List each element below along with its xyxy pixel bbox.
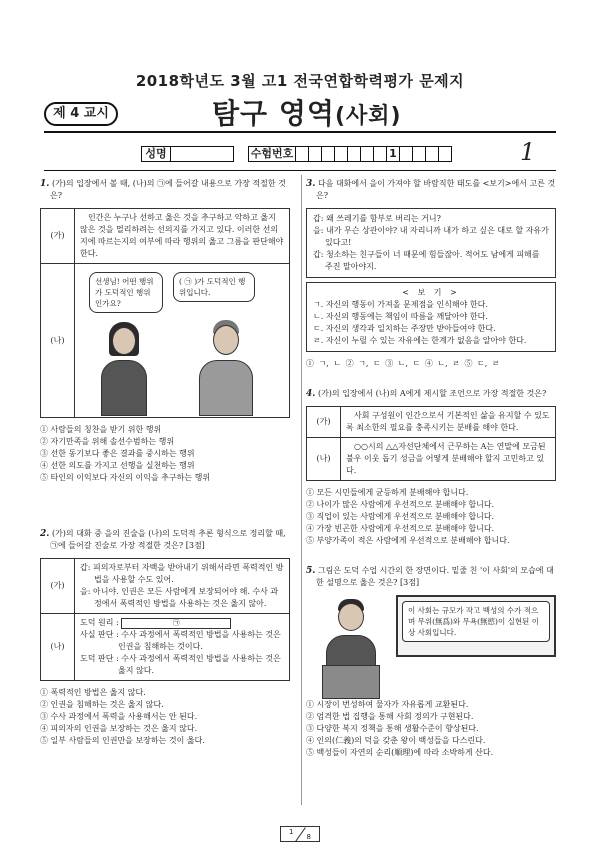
dialog-line: 을: 내가 무슨 상관이야? 내 자리니까 내가 하고 싶은 대로 할 자유가 있다고! [313,226,549,247]
question-number: 2. [40,529,50,539]
choice[interactable]: ⑤ 백성들이 자연의 순리(順理)에 따라 소박하게 산다. [306,748,494,757]
q4-na-text: ○○시의 △△자선단체에서 근무하는 A는 연말에 모금된 불우 이웃 돕기 성금을 어떻게 분배해야 할지 고민하고 있다. [341,438,556,481]
subject-main: 탐구 영역 [212,97,335,130]
exam-number-box[interactable] [308,146,322,162]
student-speech-bubble: 선생님! 어떤 행위가 도덕적인 행위인가요? [89,272,163,313]
label-ga: (가) [41,209,75,264]
choice[interactable]: ② 엄격한 법 집행을 통해 사회 정의가 구현된다. [306,712,474,721]
q1-illustration [75,264,290,418]
exam-number-box[interactable] [438,146,452,162]
q4-choices [306,487,556,547]
choice[interactable]: ② 자기만족을 위해 솔선수범하는 행위 [40,437,175,446]
choice[interactable]: ⑤ 부양가족이 적은 사람에게 우선적으로 분배해야 합니다. [306,536,510,545]
blank-box: ㉠ [121,618,231,629]
right-column [306,178,556,767]
bogi-box [306,282,556,352]
choice[interactable]: ⑤ 일부 사람들의 인권만을 보장하는 것이 옳다. [40,736,205,745]
question-number: 4. [306,389,316,399]
question-text: (가)의 입장에서 볼 때, (나)의 ㉠에 들어갈 내용으로 가장 적절한 것은? [50,179,286,200]
exam-number-box[interactable] [360,146,374,162]
teacher-figure [193,320,257,416]
label-na: (나) [307,438,341,481]
choice[interactable]: ① 시장이 번성하여 물자가 자유롭게 교환된다. [306,700,469,709]
bogi-item: ㄴ. 자신의 행동에는 책임이 따름을 깨달아야 한다. [313,312,488,321]
choice[interactable]: ① 사람들의 칭찬을 받기 위한 행위 [40,425,162,434]
footer-total: 8 [306,833,311,841]
moral-principle-label: 도덕 원리 : [80,618,119,627]
choice[interactable]: ④ 피의자의 인권을 보장하는 것은 옳지 않다. [40,724,198,733]
teacher-speech-bubble: 이 사회는 규모가 작고 백성의 수가 적으며 무위(無爲)와 무욕(無慾)이 실현된 이상 사회입니다. [402,601,550,642]
bogi-item: ㄱ. 자신의 행동이 가져올 문제점을 인식해야 한다. [313,300,488,309]
choice[interactable]: ② 나이가 많은 사람에게 우선적으로 분배해야 합니다. [306,500,495,509]
label-na: (나) [41,264,75,418]
question-4 [306,388,556,547]
subject-sub: (사회) [334,104,402,129]
choice[interactable]: ① 모든 시민들에게 균등하게 분배해야 합니다. [306,488,469,497]
choice[interactable]: ③ 다양한 복지 정책을 통해 생활수준이 향상된다. [306,724,479,733]
q3-dialog-box [306,208,556,278]
chalkboard [396,595,556,657]
label-ga: (가) [307,407,341,438]
exam-title: 2018학년도 3월 고1 전국연합학력평가 문제지 [135,72,465,90]
teacher-speech-bubble: ( ㉠ )가 도덕적인 행위입니다. [173,272,255,302]
question-text: (가)의 대화 중 을의 진술을 (나)의 도덕적 추론 형식으로 정리할 때, ㉠에 들어갈 진술로 가장 적절한 것은? [3점] [50,529,286,550]
dialog-line: 갑: 피의자로부터 자백을 받아내기 위해서라면 폭력적인 방법을 사용할 수도 있어. [80,563,284,584]
exam-number-label: 수험번호 [248,146,296,162]
q4-ga-text: 사회 구성원이 인간으로서 기본적인 삶을 유지할 수 있도록 최소한의 필요를 충족시키는 분배를 해야 한다. [341,407,556,438]
exam-number-box[interactable] [425,146,439,162]
exam-number-box[interactable] [334,146,348,162]
choice[interactable]: ④ 가장 빈곤한 사람에게 우선적으로 분배해야 합니다. [306,524,495,533]
q1-ga-text: 인간은 누구나 선하고 옳은 것을 추구하고 악하고 옳지 않은 것을 멀리하려는 선의지를 가지고 있다. 이러한 선의지에 따르는지의 여부에 따라 행위의 옳고 그름을 판단해야 한다. [75,209,290,264]
question-text: (가)의 입장에서 (나)의 A에게 제시할 조언으로 가장 적절한 것은? [317,389,547,398]
name-label: 성명 [141,146,171,162]
q5-choices [306,699,556,759]
exam-number-box[interactable] [399,146,413,162]
header-rule [44,131,556,133]
period-badge: 제 4 교시 [44,102,118,126]
bogi-title: < 보 기 > [402,288,460,297]
question-2 [40,528,290,747]
question-1 [40,178,290,484]
column-divider [301,175,302,805]
student-figure [93,322,153,416]
footer-page: 1 [289,828,294,836]
exam-number-digit: 1 [386,146,400,162]
fact-judgment: 사실 판단 : 수사 과정에서 폭력적인 방법을 사용하는 것은 인권을 침해하는 것이다. [80,630,281,651]
label-na: (나) [41,614,75,681]
choice[interactable]: ③ 선한 동기보다 좋은 결과를 중시하는 행위 [40,449,195,458]
dialog-line: 갑: 왜 쓰레기를 함부로 버리는 거니? [313,214,441,223]
bogi-item: ㄷ. 자신의 생각과 일치하는 주장만 받아들여야 한다. [313,324,496,333]
choice[interactable]: ② 인권을 침해하는 것은 옳지 않다. [40,700,164,709]
dialog-line: 갑: 청소하는 친구들이 너 때문에 힘들잖아. 적어도 남에게 피해를 주진 말아야지. [313,250,540,271]
page-number: 1 [520,138,536,166]
choice[interactable]: ① 폭력적인 방법은 옳지 않다. [40,688,146,697]
moral-judgment: 도덕 판단 : 수사 과정에서 폭력적인 방법을 사용하는 것은 옳지 않다. [80,654,281,675]
question-text: 그림은 도덕 수업 시간의 한 장면이다. 밑줄 친 '이 사회'의 모습에 대한 설명으로 옳은 것은? [3점] [316,566,554,587]
dialog-line: 을: 아니야. 인권은 모든 사람에게 보장되어야 해. 수사 과정에서 폭력적인 방법을 사용하는 것은 옳지 않아. [80,587,279,608]
label-ga: (가) [41,559,75,614]
podium [322,665,380,699]
left-column [40,178,290,755]
choice[interactable]: ④ 선한 의도를 가지고 선행을 실천하는 행위 [40,461,195,470]
q1-passage-table [40,208,290,418]
choice[interactable]: ④ 인의(仁義)의 덕을 갖춘 왕이 백성들을 다스린다. [306,736,486,745]
choice[interactable]: ③ 수사 과정에서 폭력을 사용해서는 안 된다. [40,712,198,721]
name-field[interactable] [170,146,234,162]
name-and-exam-number-row [142,146,452,162]
exam-number-box[interactable] [373,146,387,162]
q5-illustration [306,595,556,699]
question-text: 다음 대화에서 을이 가져야 할 바람직한 태도를 <보기>에서 고른 것은? [316,179,556,200]
exam-number-box[interactable] [347,146,361,162]
exam-number-box[interactable] [321,146,335,162]
page-footer [280,826,320,842]
question-number: 5. [306,566,316,576]
question-5 [306,565,556,759]
exam-number-box[interactable] [295,146,309,162]
q2-choices [40,687,290,747]
subject-title [212,92,402,132]
q1-choices [40,424,290,484]
exam-number-box[interactable] [412,146,426,162]
q3-choices[interactable]: ① ㄱ, ㄴ ② ㄱ, ㄷ ③ ㄴ, ㄷ ④ ㄴ, ㄹ ⑤ ㄷ, ㄹ [306,359,500,368]
header-bottom-rule [44,170,556,171]
question-number: 3. [306,179,316,189]
choice[interactable]: ③ 직업이 있는 사람에게 우선적으로 분배해야 합니다. [306,512,495,521]
q2-passage-table [40,558,290,681]
question-number: 1. [40,179,50,189]
q4-passage-table [306,406,556,481]
choice[interactable]: ⑤ 타인의 이익보다 자신의 이익을 추구하는 행위 [40,473,211,482]
question-3 [306,178,556,370]
teacher-figure [322,599,378,699]
bogi-item: ㄹ. 자신이 누릴 수 있는 자유에는 한계가 없음을 알아야 한다. [313,336,527,345]
